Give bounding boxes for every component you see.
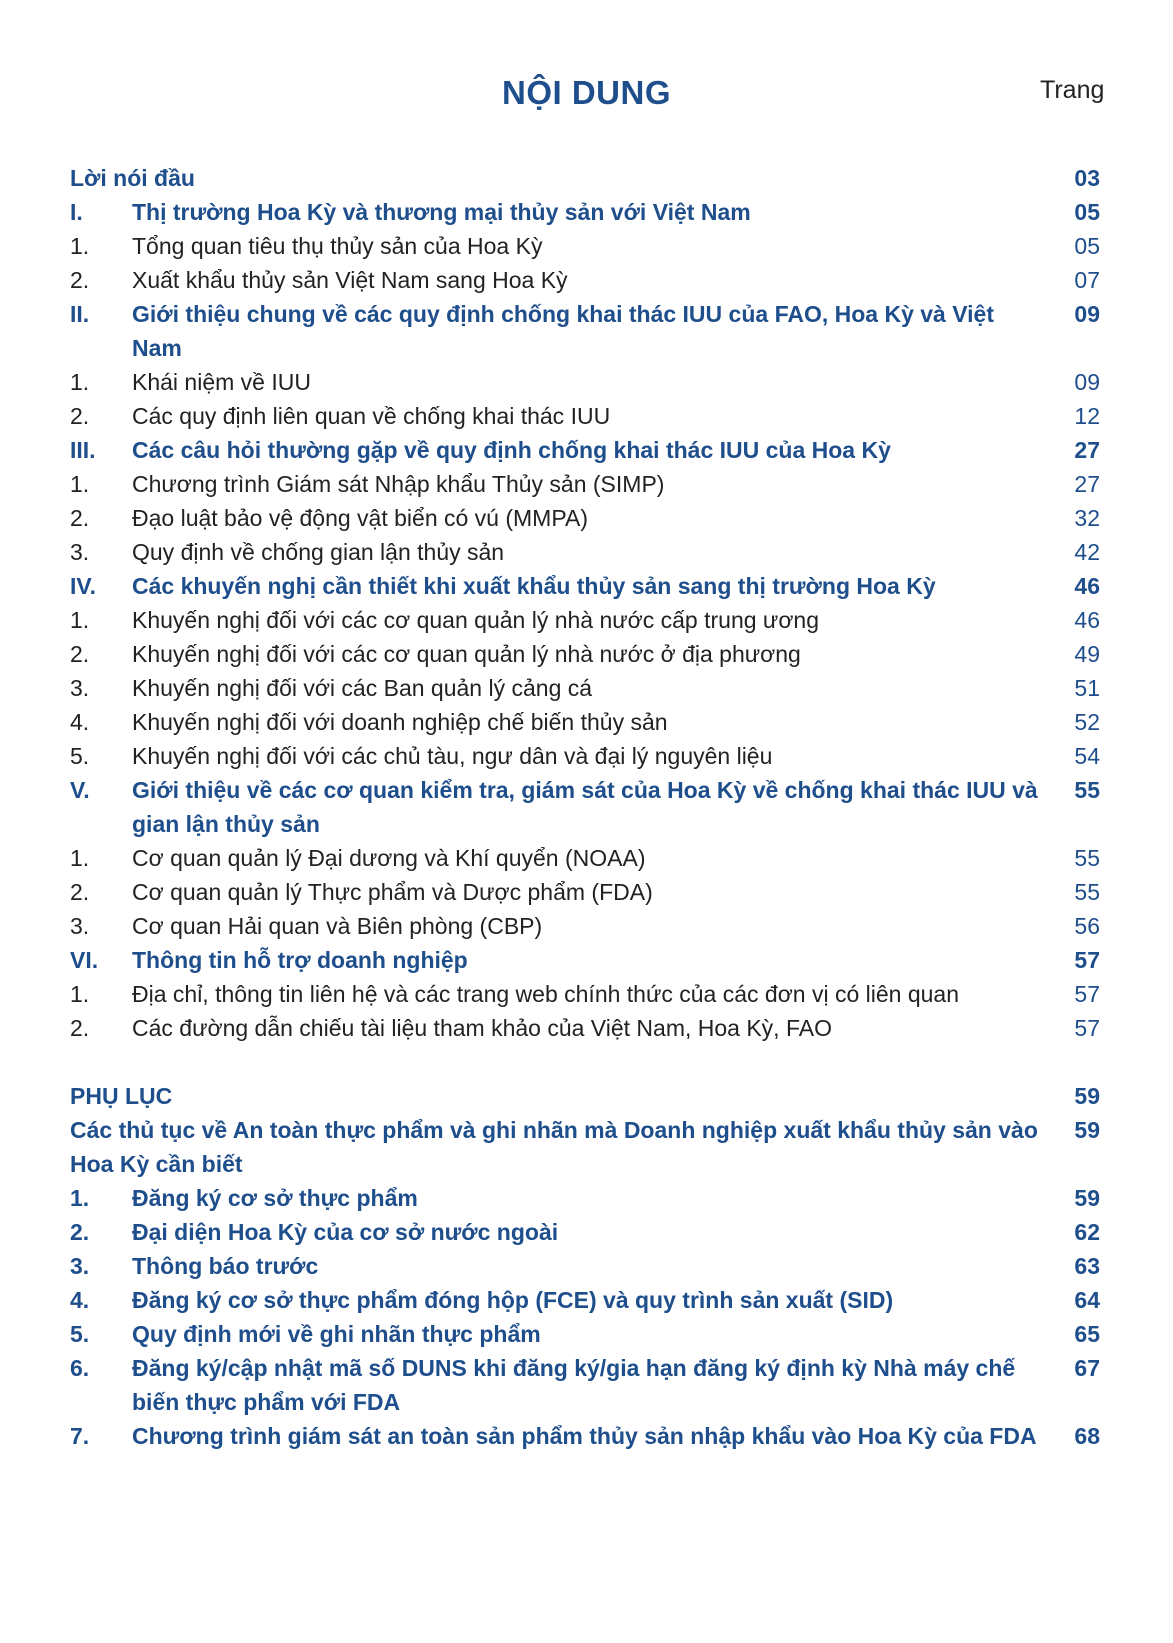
toc-entry-number: 1. <box>70 607 90 633</box>
toc-entry-number: 2. <box>70 403 90 429</box>
toc-entry[interactable] <box>70 365 1100 399</box>
toc-entry-number: 1. <box>70 471 90 497</box>
toc-entry-page: 32 <box>1074 505 1100 531</box>
toc-entry[interactable] <box>70 977 1100 1011</box>
toc-entry-page: 56 <box>1074 913 1100 939</box>
toc-entry[interactable] <box>70 467 1100 501</box>
toc-entry[interactable] <box>70 739 1100 773</box>
toc-entry-number: 3. <box>70 1253 90 1279</box>
toc-entry[interactable] <box>70 1079 1100 1113</box>
toc-entry-page: 46 <box>1074 573 1100 599</box>
toc-entry-number: IV. <box>70 573 97 599</box>
toc-entry-number: I. <box>70 199 83 225</box>
toc-entry[interactable] <box>70 535 1100 569</box>
toc-entry-title: Khuyến nghị đối với các cơ quan quản lý nhà nước ở địa phương <box>132 641 801 667</box>
toc-entry-title: Cơ quan quản lý Đại dương và Khí quyển (NOAA) <box>132 845 646 871</box>
toc-entry-number: 1. <box>70 369 90 395</box>
toc-entry-title: Chương trình Giám sát Nhập khẩu Thủy sản (SIMP) <box>132 471 665 497</box>
toc-entry-page: 27 <box>1074 471 1100 497</box>
toc-entry-title: Đạo luật bảo vệ động vật biển có vú (MMPA) <box>132 505 588 531</box>
toc-entry-number: 3. <box>70 913 90 939</box>
toc-entry-page: 27 <box>1074 437 1100 463</box>
toc-entry[interactable] <box>70 263 1100 297</box>
toc-entry-title: Lời nói đầu <box>70 165 195 191</box>
toc-entry-page: 63 <box>1074 1253 1100 1279</box>
toc-entry-title: Các quy định liên quan về chống khai thác IUU <box>132 403 611 429</box>
toc-entry-title: Các thủ tục về An toàn thực phẩm và ghi nhãn mà Doanh nghiệp xuất khẩu thủy sản vào Hoa Kỳ cần biết <box>70 1117 1038 1177</box>
toc-entry[interactable] <box>70 603 1100 637</box>
toc-entry[interactable] <box>70 875 1100 909</box>
toc-entry[interactable] <box>70 1351 1100 1419</box>
toc-entry-page: 65 <box>1074 1321 1100 1347</box>
toc-entry-number: 2. <box>70 1015 90 1041</box>
toc-entry-number: 1. <box>70 233 90 259</box>
toc-entry-title: Đăng ký/cập nhật mã số DUNS khi đăng ký/gia hạn đăng ký định kỳ Nhà máy chế biến thực phẩm với FDA <box>132 1355 1016 1415</box>
toc-entry[interactable] <box>70 1011 1100 1045</box>
toc-entry-page: 62 <box>1074 1219 1100 1245</box>
toc-entry-title: Cơ quan Hải quan và Biên phòng (CBP) <box>132 913 543 939</box>
toc-entry[interactable] <box>70 1113 1100 1181</box>
toc-entry-page: 57 <box>1074 981 1100 1007</box>
page-column-label: Trang <box>1040 76 1105 104</box>
toc-entry[interactable] <box>70 399 1100 433</box>
toc-entry-title: Giới thiệu chung về các quy định chống khai thác IUU của FAO, Hoa Kỳ và Việt Nam <box>132 301 994 361</box>
toc-entry-title: Khuyến nghị đối với các Ban quản lý cảng cá <box>132 675 593 701</box>
toc-entry-page: 09 <box>1074 301 1100 327</box>
toc-entry[interactable] <box>70 841 1100 875</box>
toc-entry-page: 03 <box>1074 165 1100 191</box>
toc-entry-title: Khuyến nghị đối với các cơ quan quản lý nhà nước cấp trung ương <box>132 607 819 633</box>
toc-entry-number: 1. <box>70 981 90 1007</box>
toc-entry-title: Quy định về chống gian lận thủy sản <box>132 539 505 565</box>
toc-entry-title: Các khuyến nghị cần thiết khi xuất khẩu thủy sản sang thị trường Hoa Kỳ <box>132 573 936 599</box>
toc-entry[interactable] <box>70 1419 1100 1453</box>
toc-entry-number: 3. <box>70 539 90 565</box>
toc-entry-page: 05 <box>1074 233 1100 259</box>
toc-entry[interactable] <box>70 943 1100 977</box>
toc-entry-page: 49 <box>1074 641 1100 667</box>
toc-entry-title: PHỤ LỤC <box>70 1083 173 1109</box>
toc-entry[interactable] <box>70 1181 1100 1215</box>
toc-entry-number: III. <box>70 437 96 463</box>
toc-entry-page: 54 <box>1074 743 1100 769</box>
toc-entry-title: Các câu hỏi thường gặp về quy định chống khai thác IUU của Hoa Kỳ <box>132 437 891 463</box>
table-of-contents <box>70 161 1100 1453</box>
toc-entry-title: Quy định mới về ghi nhãn thực phẩm <box>132 1321 541 1347</box>
toc-entry-title: Các đường dẫn chiếu tài liệu tham khảo của Việt Nam, Hoa Kỳ, FAO <box>132 1015 832 1041</box>
toc-entry-number: 2. <box>70 267 90 293</box>
toc-entry-number: V. <box>70 777 90 803</box>
toc-entry-page: 67 <box>1074 1355 1100 1381</box>
toc-entry-page: 64 <box>1074 1287 1100 1313</box>
toc-entry-title: Đăng ký cơ sở thực phẩm đóng hộp (FCE) và quy trình sản xuất (SID) <box>132 1287 894 1313</box>
toc-entry-page: 59 <box>1074 1083 1100 1109</box>
toc-entry-number: 3. <box>70 675 90 701</box>
toc-entry-page: 07 <box>1074 267 1100 293</box>
toc-entry-title: Giới thiệu về các cơ quan kiểm tra, giám sát của Hoa Kỳ về chống khai thác IUU và gian lận thủy sản <box>132 777 1038 837</box>
toc-entry[interactable] <box>70 773 1100 841</box>
toc-entry-page: 09 <box>1074 369 1100 395</box>
toc-entry-number: 4. <box>70 1287 90 1313</box>
toc-entry-title: Khuyến nghị đối với các chủ tàu, ngư dân và đại lý nguyên liệu <box>132 743 773 769</box>
toc-entry-number: 2. <box>70 641 90 667</box>
toc-entry-page: 59 <box>1074 1185 1100 1211</box>
toc-entry-page: 57 <box>1074 1015 1100 1041</box>
toc-entry-page: 51 <box>1074 675 1100 701</box>
toc-entry-number: VI. <box>70 947 99 973</box>
toc-entry[interactable] <box>70 229 1100 263</box>
toc-entry-page: 05 <box>1074 199 1100 225</box>
toc-entry[interactable] <box>70 1215 1100 1249</box>
toc-entry-number: 5. <box>70 1321 90 1347</box>
toc-entry-title: Xuất khẩu thủy sản Việt Nam sang Hoa Kỳ <box>132 267 568 293</box>
toc-entry-page: 59 <box>1074 1117 1100 1143</box>
toc-entry[interactable] <box>70 433 1100 467</box>
toc-entry-page: 42 <box>1074 539 1100 565</box>
toc-entry-number: 2. <box>70 879 90 905</box>
toc-entry-title: Chương trình giám sát an toàn sản phẩm thủy sản nhập khẩu vào Hoa Kỳ của FDA <box>132 1423 1037 1449</box>
toc-entry-page: 46 <box>1074 607 1100 633</box>
toc-entry-number: 7. <box>70 1423 90 1449</box>
section-gap <box>70 1045 1100 1079</box>
toc-entry[interactable] <box>70 1317 1100 1351</box>
toc-entry-title: Đại diện Hoa Kỳ của cơ sở nước ngoài <box>132 1219 559 1245</box>
toc-entry-title: Địa chỉ, thông tin liên hệ và các trang web chính thức của các đơn vị có liên quan <box>132 981 960 1007</box>
toc-entry[interactable] <box>70 195 1100 229</box>
toc-main-list <box>70 161 1100 1045</box>
toc-entry-page: 52 <box>1074 709 1100 735</box>
toc-entry[interactable] <box>70 637 1100 671</box>
toc-entry-title: Tổng quan tiêu thụ thủy sản của Hoa Kỳ <box>132 233 543 259</box>
toc-entry[interactable] <box>70 1283 1100 1317</box>
toc-entry[interactable] <box>70 161 1100 195</box>
toc-entry-number: 6. <box>70 1355 90 1381</box>
toc-entry[interactable] <box>70 671 1100 705</box>
toc-entry-title: Khuyến nghị đối với doanh nghiệp chế biến thủy sản <box>132 709 668 735</box>
toc-entry-page: 68 <box>1074 1423 1100 1449</box>
toc-entry-page: 55 <box>1074 879 1100 905</box>
toc-entry-number: 1. <box>70 845 90 871</box>
page-title: NỘI DUNG <box>502 74 671 111</box>
toc-entry-page: 55 <box>1074 845 1100 871</box>
toc-entry-number: 4. <box>70 709 90 735</box>
toc-entry[interactable] <box>70 1249 1100 1283</box>
toc-entry-title: Thị trường Hoa Kỳ và thương mại thủy sản với Việt Nam <box>132 199 751 225</box>
toc-entry-page: 12 <box>1074 403 1100 429</box>
toc-entry[interactable] <box>70 705 1100 739</box>
toc-entry-number: 2. <box>70 505 90 531</box>
toc-entry-title: Thông tin hỗ trợ doanh nghiệp <box>132 947 468 973</box>
toc-entry[interactable] <box>70 909 1100 943</box>
toc-entry-title: Thông báo trước <box>132 1253 319 1279</box>
toc-entry-number: 2. <box>70 1219 90 1245</box>
toc-entry-number: 5. <box>70 743 90 769</box>
toc-entry-page: 55 <box>1074 777 1100 803</box>
toc-appendix-list <box>70 1079 1100 1453</box>
toc-entry-number: II. <box>70 301 90 327</box>
toc-entry-number: 1. <box>70 1185 90 1211</box>
toc-entry[interactable] <box>70 569 1100 603</box>
toc-entry-page: 57 <box>1074 947 1100 973</box>
toc-entry-title: Cơ quan quản lý Thực phẩm và Dược phẩm (FDA) <box>132 879 653 905</box>
toc-entry-title: Khái niệm về IUU <box>132 369 311 395</box>
toc-entry[interactable] <box>70 501 1100 535</box>
toc-entry-title: Đăng ký cơ sở thực phẩm <box>132 1185 418 1211</box>
toc-entry[interactable] <box>70 297 1100 365</box>
